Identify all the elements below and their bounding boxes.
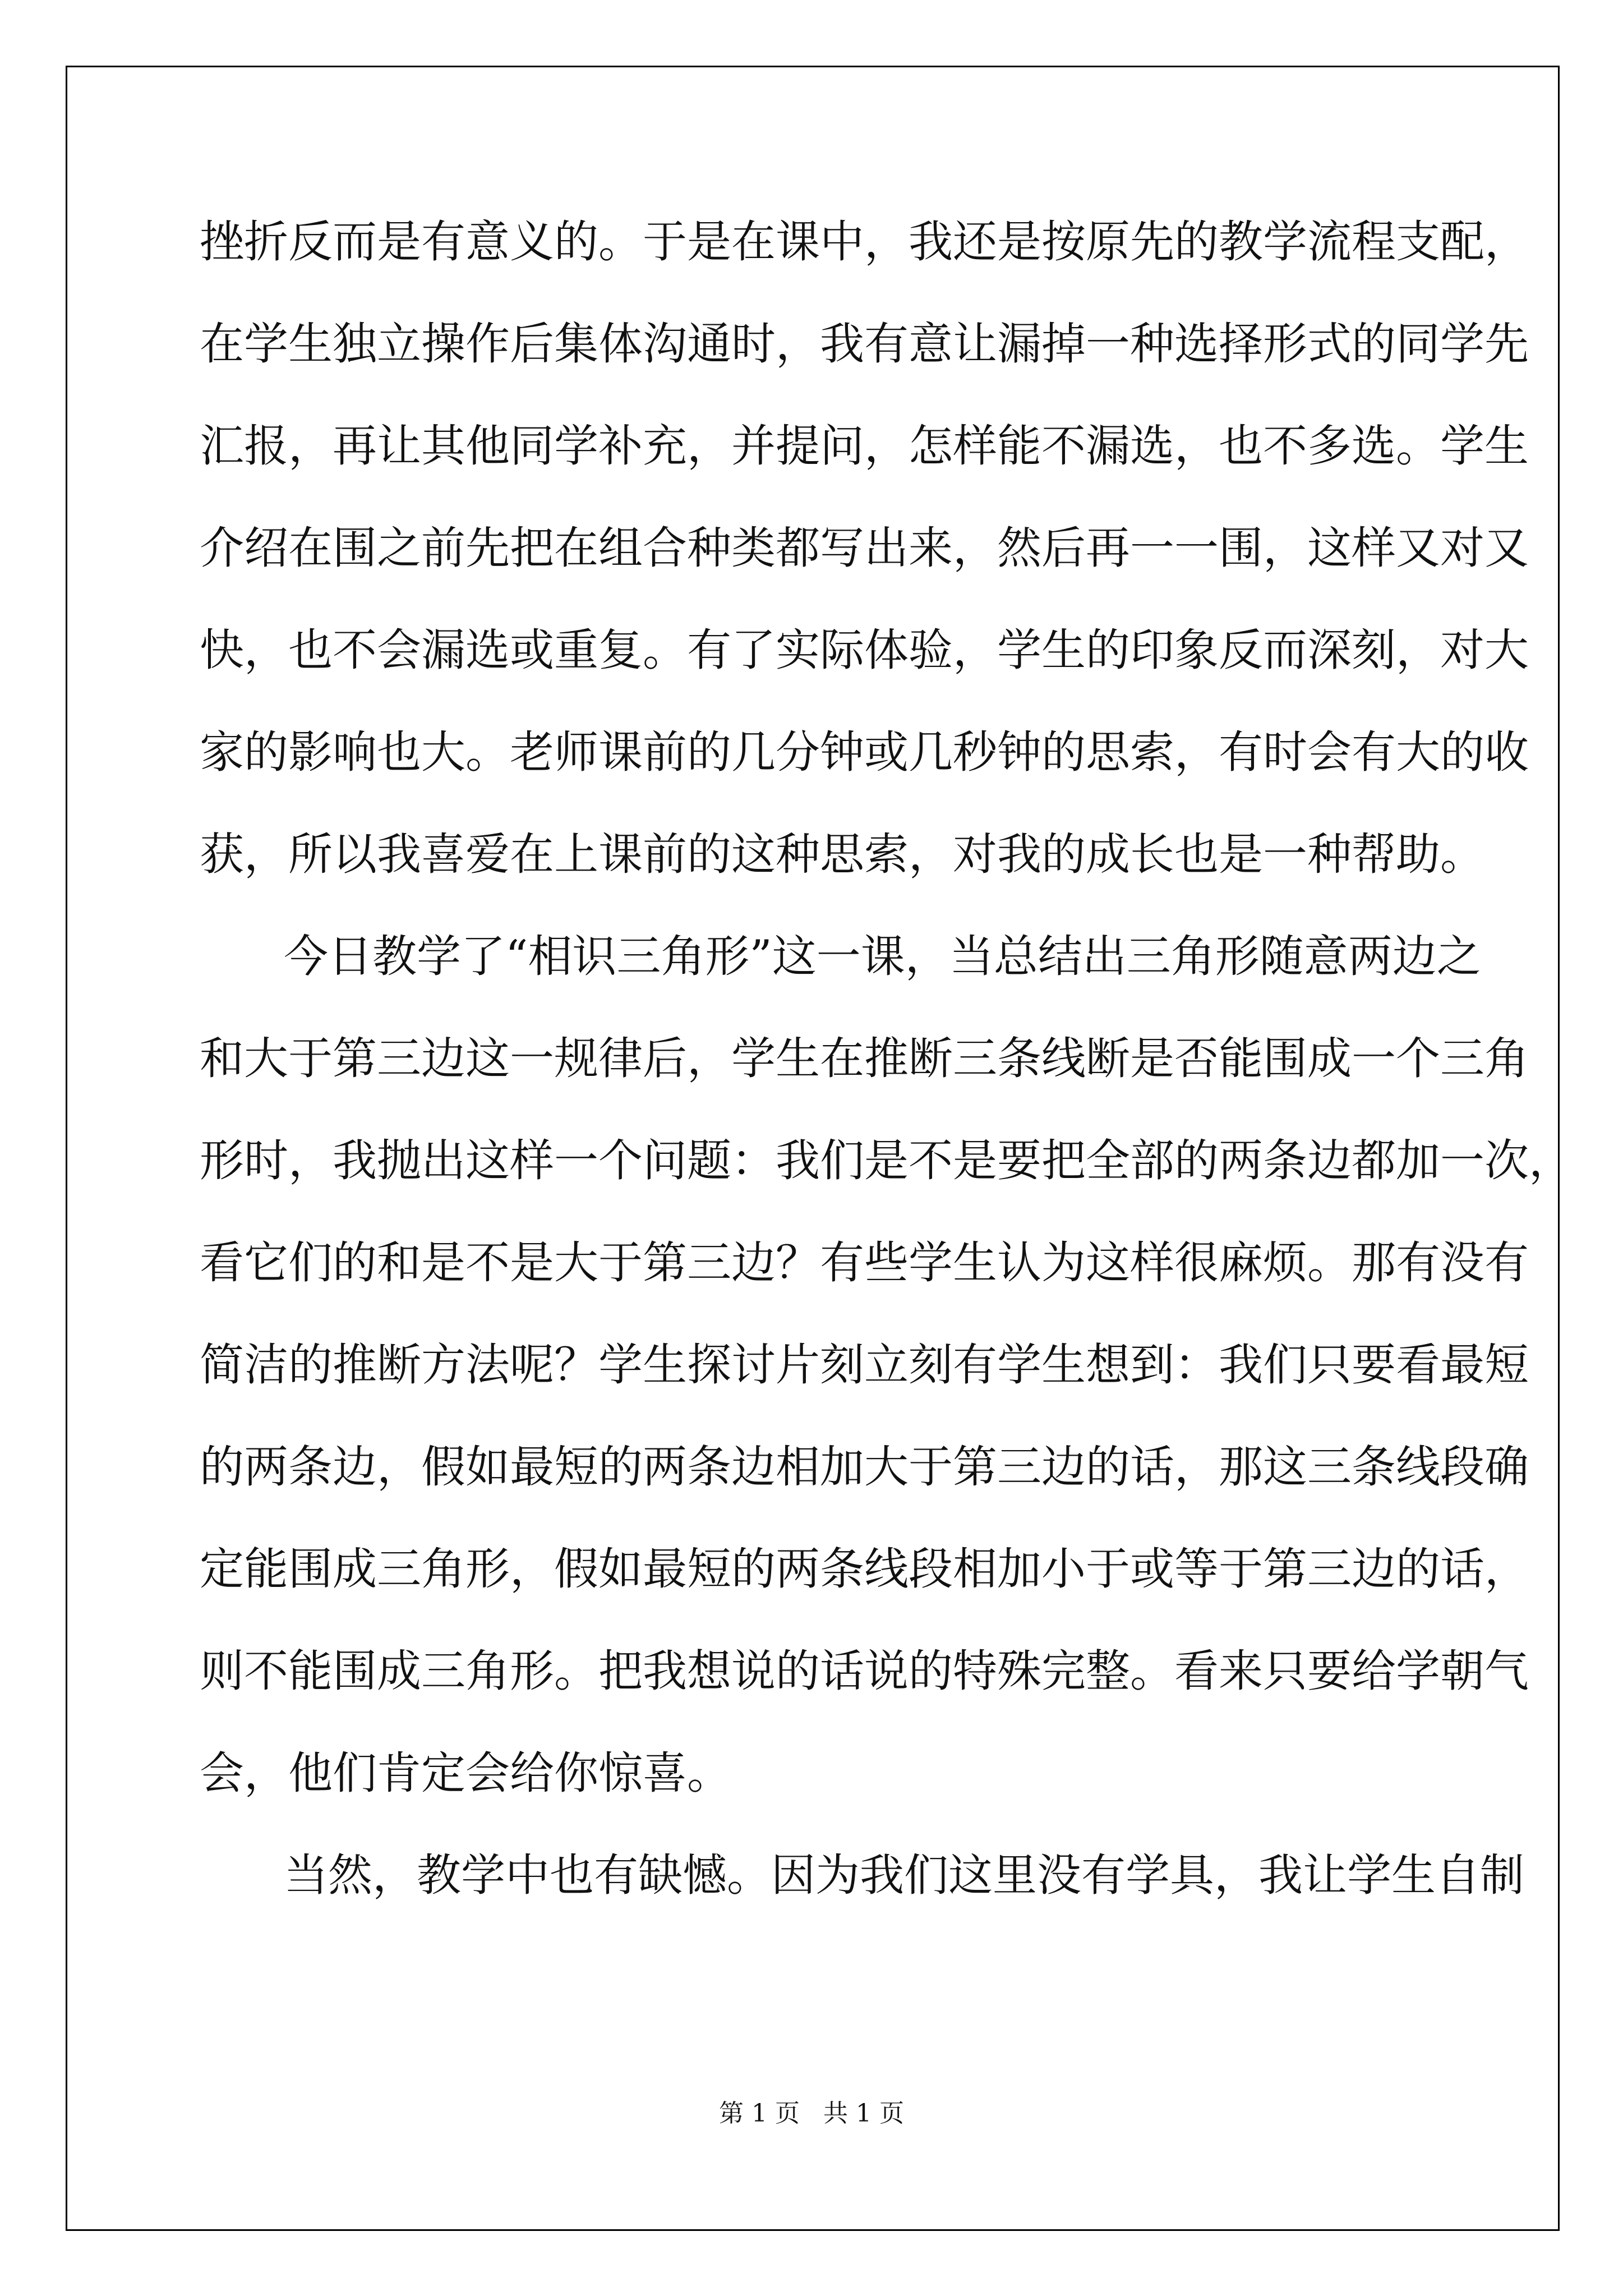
page-footer [0,2093,1623,2129]
text-line: 在学生独立操作后集体沟通时，我有意让漏掉一种选择形式的同学先 [200,318,1529,370]
text-line: 形时，我抛出这样一个问题：我们是不是要把全部的两条边都加一次， [200,1135,1573,1186]
text-line: 看它们的和是不是大于第三边？有些学生认为这样很麻烦。那有没有 [200,1237,1529,1289]
text-line: 定能围成三角形，假如最短的两条线段相加小于或等于第三边的话， [200,1543,1529,1595]
text-line: 家的影响也大。老师课前的几分钟或几秒钟的思索，有时会有大的收 [200,726,1529,778]
text-line: 快，也不会漏选或重复。有了实际体验，学生的印象反而深刻，对大 [200,624,1529,676]
text-line: 汇报，再让其他同学补充，并提问，怎样能不漏选，也不多选。学生 [200,420,1529,472]
document-body [200,191,1573,1926]
text-line: 和大于第三边这一规律后，学生在推断三条线断是否能围成一个三角 [200,1033,1529,1084]
paragraph-start-line: 当然，教学中也有缺憾。因为我们这里没有学具，我让学生自制 [284,1849,1524,1901]
text-line: 简洁的推断方法呢？学生探讨片刻立刻有学生想到：我们只要看最短 [200,1339,1529,1391]
text-line: 会，他们肯定会给你惊喜。 [200,1747,731,1799]
page-total: 共 1 页 [823,2099,904,2128]
text-line: 介绍在围之前先把在组合种类都写出来，然后再一一围，这样又对又 [200,522,1529,574]
page-number: 第 1 页 [719,2099,800,2128]
paragraph-start-line: 今日教学了“相识三角形”这一课，当总结出三角形随意两边之 [284,931,1481,982]
text-line: 获，所以我喜爱在上课前的这种思索，对我的成长也是一种帮助。 [200,829,1484,880]
text-line: 挫折反而是有意义的。于是在课中，我还是按原先的教学流程支配， [200,216,1529,268]
text-line: 的两条边，假如最短的两条边相加大于第三边的话，那这三条线段确 [200,1441,1529,1493]
text-line: 则不能围成三角形。把我想说的话说的特殊完整。看来只要给学朝气 [200,1645,1529,1697]
